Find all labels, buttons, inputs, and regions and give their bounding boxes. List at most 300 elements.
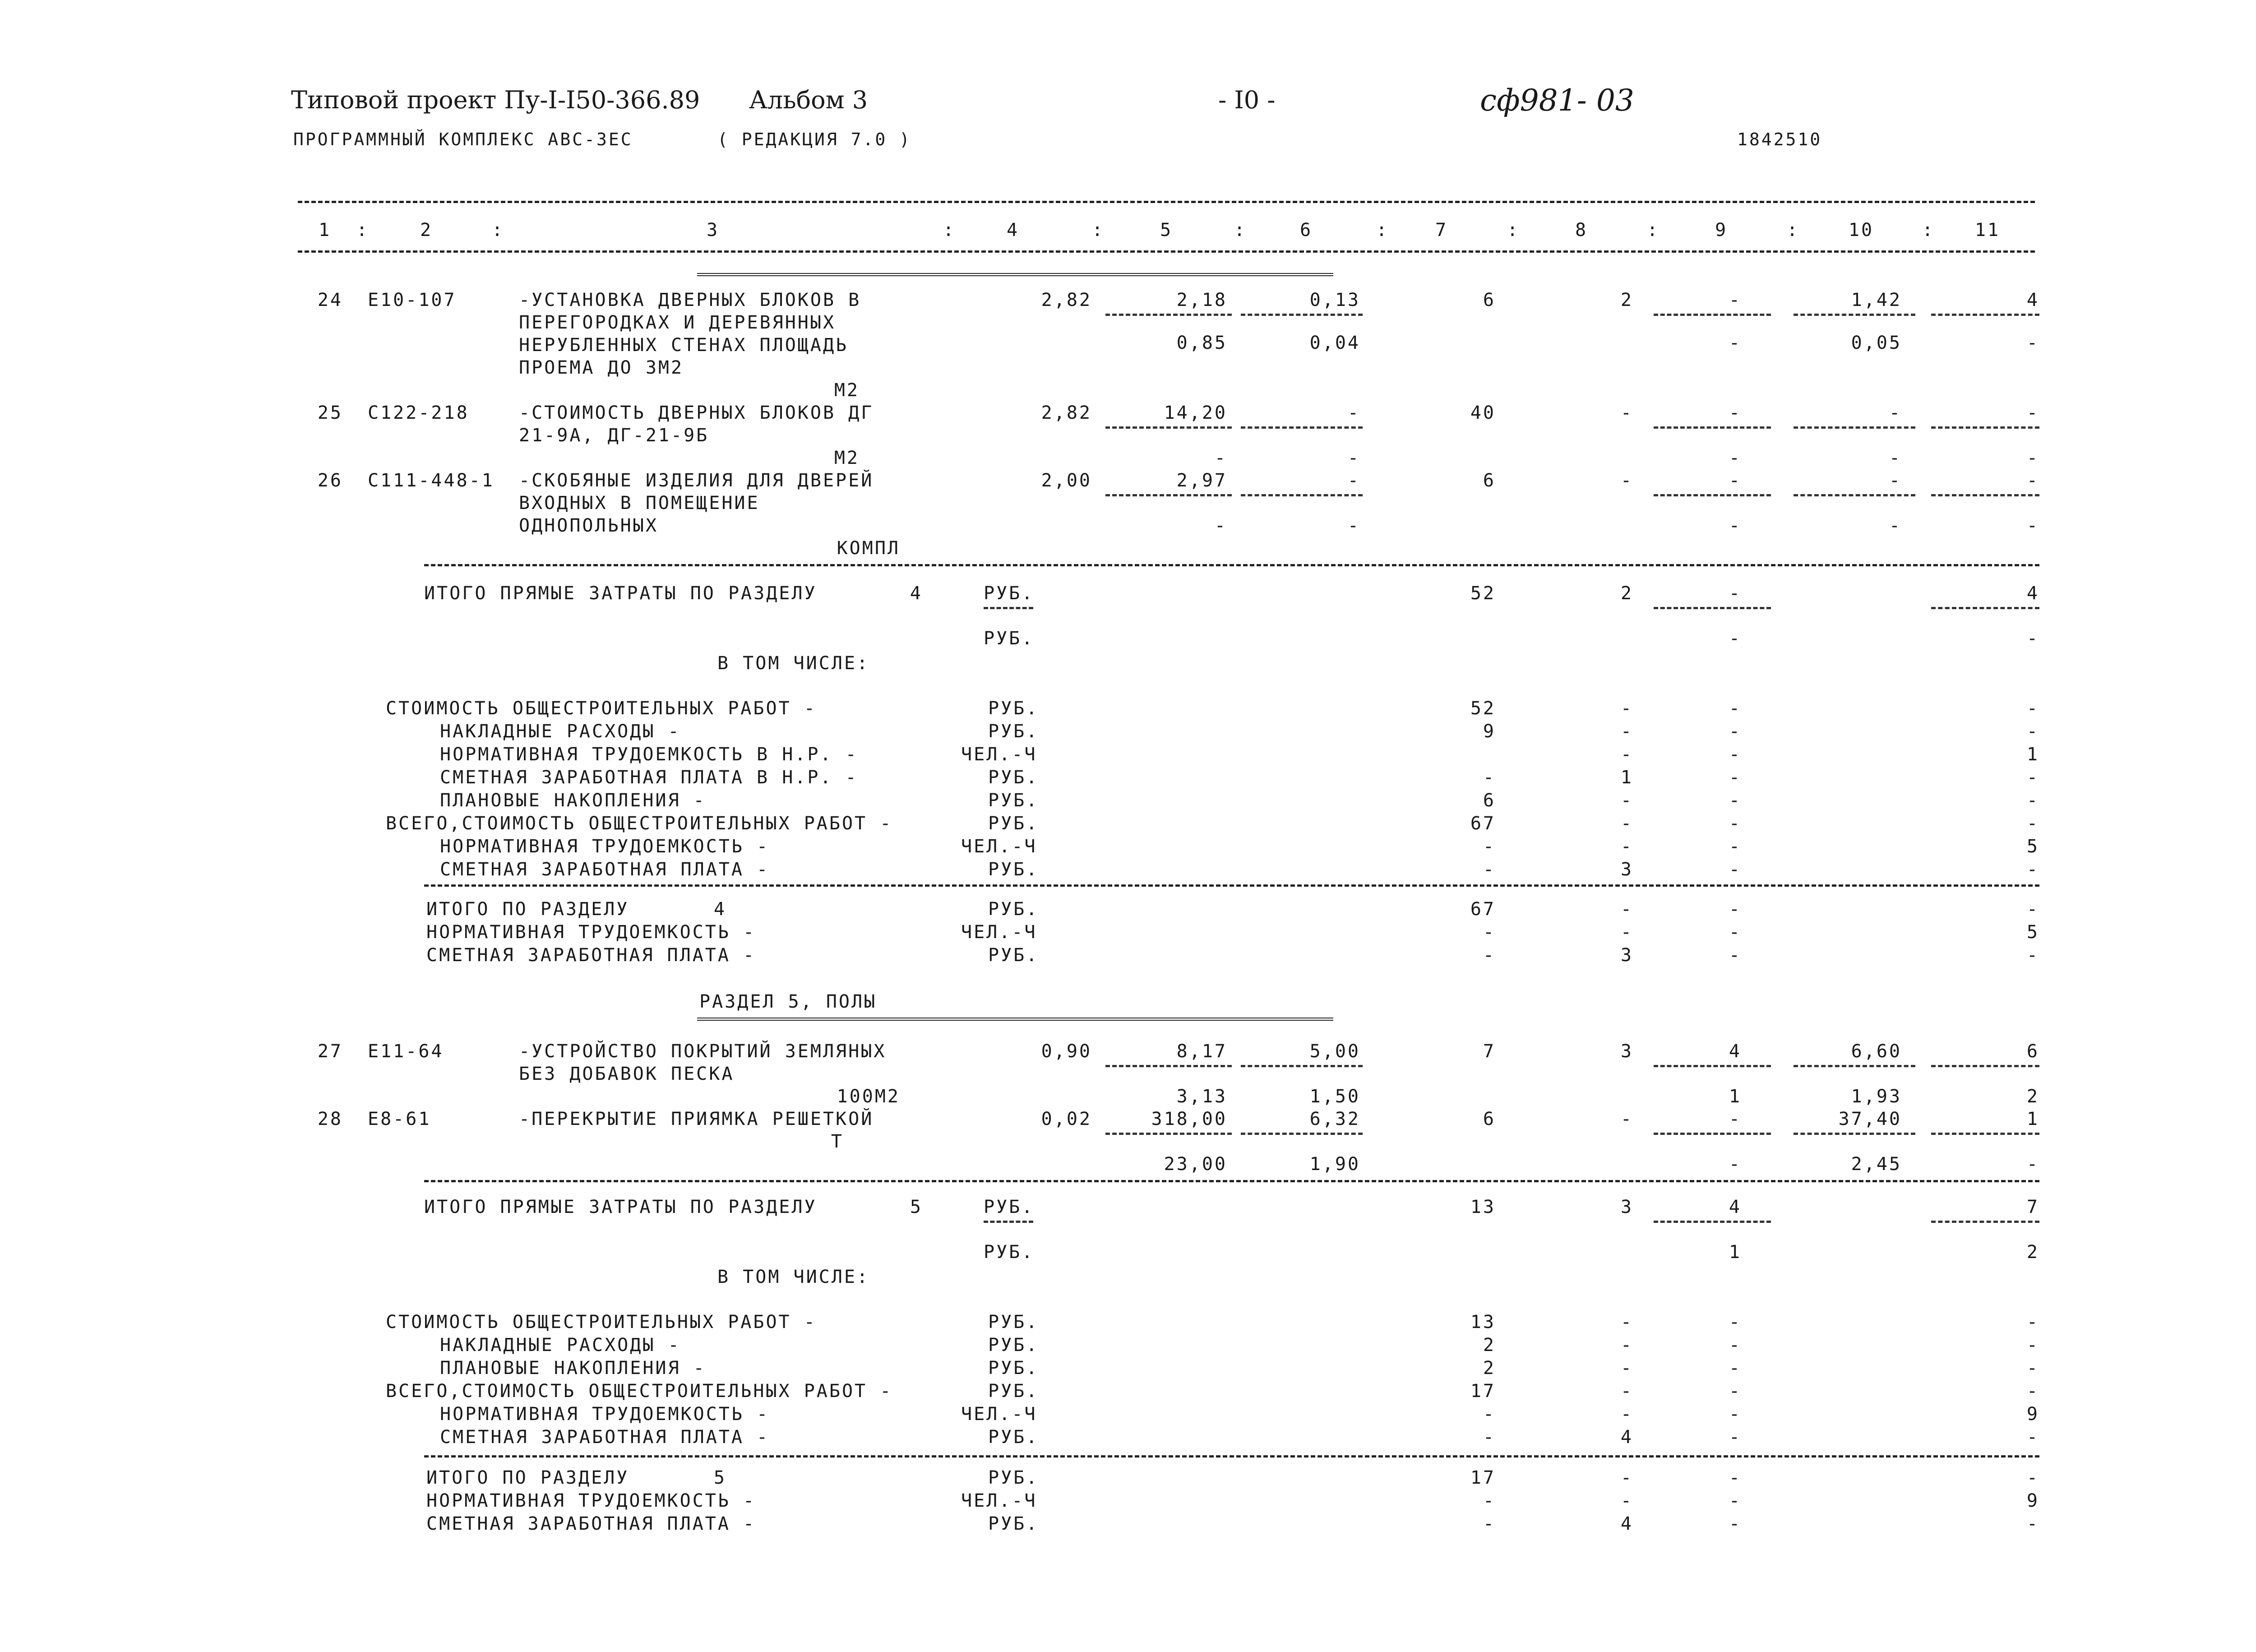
header-top-rule xyxy=(298,201,2035,203)
total-c9: - xyxy=(1729,899,1742,920)
item-name-line: ОДНОПОЛЬНЫХ xyxy=(519,515,658,536)
total-unit: РУБ. xyxy=(988,945,1039,966)
header-bottom-rule xyxy=(298,250,2035,253)
item-value-c6b: - xyxy=(1347,515,1360,536)
value-divider xyxy=(1105,494,1232,496)
total-unit: РУБ. xyxy=(988,1513,1039,1534)
item-value-c5b: 3,13 xyxy=(1176,1086,1227,1107)
column-separator: : xyxy=(943,220,956,241)
total-c9: - xyxy=(1729,1490,1742,1511)
album-label: Альбом 3 xyxy=(749,86,868,114)
page-number: - I0 - xyxy=(1218,86,1276,114)
total-label: ИТОГО ПО РАЗДЕЛУ xyxy=(426,899,629,920)
item-value-c7: 40 xyxy=(1470,403,1496,423)
item-value-c11: - xyxy=(2026,470,2039,491)
section-rule xyxy=(424,1455,2039,1458)
breakdown-unit: РУБ. xyxy=(988,767,1039,788)
direct-costs-unit-2: РУБ. xyxy=(984,1242,1035,1263)
item-value-c10b: - xyxy=(1889,515,1902,536)
item-name-line: -СТОИМОСТЬ ДВЕРНЫХ БЛОКОВ ДГ xyxy=(519,403,874,423)
column-separator: : xyxy=(1234,220,1247,241)
breakdown-label: НАКЛАДНЫЕ РАСХОДЫ - xyxy=(440,721,681,742)
value-divider xyxy=(1931,314,2039,316)
column-separator: : xyxy=(1092,220,1105,241)
total-c9: - xyxy=(1729,1467,1742,1488)
breakdown-c7: 6 xyxy=(1483,790,1496,811)
breakdown-c11: - xyxy=(2026,767,2039,788)
item-value-c9b: 1 xyxy=(1729,1086,1742,1107)
direct-costs-section-number: 4 xyxy=(910,583,923,604)
breakdown-unit: РУБ. xyxy=(988,1381,1039,1402)
item-name-line: 21-9А, ДГ-21-9Б xyxy=(519,425,709,446)
total-label: НОРМАТИВНАЯ ТРУДОЕМКОСТЬ - xyxy=(426,922,756,943)
item-value-c9b: - xyxy=(1729,333,1742,353)
item-value-c9b: - xyxy=(1729,515,1742,536)
item-value-c9: - xyxy=(1729,1109,1742,1129)
item-value-c6: 0,13 xyxy=(1309,290,1360,310)
item-value-c4: 0,90 xyxy=(1041,1041,1092,1062)
item-value-c8: 2 xyxy=(1620,290,1633,310)
value-divider xyxy=(1654,1221,1771,1223)
value-divider xyxy=(1931,494,2039,496)
breakdown-c7: 17 xyxy=(1470,1381,1496,1402)
column-number-8: 8 xyxy=(1575,220,1588,241)
value-divider xyxy=(1931,1065,2039,1067)
item-number: 25 xyxy=(317,403,343,423)
breakdown-c7: - xyxy=(1483,767,1496,788)
column-number-1: 1 xyxy=(318,220,332,241)
column-number-6: 6 xyxy=(1299,220,1313,241)
item-value-c11: - xyxy=(2026,403,2039,423)
total-c7: - xyxy=(1483,945,1496,966)
item-value-c11b: 2 xyxy=(2026,1086,2039,1107)
breakdown-c7: - xyxy=(1483,1404,1496,1425)
breakdown-c9: - xyxy=(1729,813,1742,834)
breakdown-c8: - xyxy=(1620,1335,1633,1356)
item-value-c6b: 1,90 xyxy=(1309,1154,1360,1175)
project-title: Типовой проект Пу-I-I50-366.89 xyxy=(291,86,700,114)
column-number-7: 7 xyxy=(1435,220,1448,241)
total-c11: 9 xyxy=(2026,1490,2039,1511)
breakdown-c9: - xyxy=(1729,790,1742,811)
breakdown-c11: - xyxy=(2026,790,2039,811)
item-value-c8: - xyxy=(1620,1109,1633,1129)
breakdown-label: СМЕТНАЯ ЗАРАБОТНАЯ ПЛАТА - xyxy=(440,859,770,880)
item-value-c5: 2,97 xyxy=(1176,470,1227,491)
breakdown-c9: - xyxy=(1729,859,1742,880)
value-divider xyxy=(1931,1133,2039,1135)
breakdown-c8: - xyxy=(1620,790,1633,811)
direct-costs-c11: 4 xyxy=(2026,583,2039,604)
item-value-c11b: - xyxy=(2026,333,2039,353)
item-value-c10b: 1,93 xyxy=(1851,1086,1902,1107)
item-name-line: -ПЕРЕКРЫТИЕ ПРИЯМКА РЕШЕТКОЙ xyxy=(519,1109,874,1129)
column-number-4: 4 xyxy=(1006,220,1020,241)
item-number: 26 xyxy=(317,470,343,491)
breakdown-c7: 9 xyxy=(1483,721,1496,742)
value-divider xyxy=(1931,607,2039,609)
item-value-c11b: - xyxy=(2026,515,2039,536)
direct-costs-unit: РУБ. xyxy=(984,583,1035,604)
value-divider xyxy=(1105,1133,1232,1135)
item-value-c11: 4 xyxy=(2026,290,2039,310)
item-name-line: ПЕРЕГОРОДКАХ И ДЕРЕВЯННЫХ xyxy=(519,312,836,333)
column-separator: : xyxy=(356,220,370,241)
document-number: 1842510 xyxy=(1737,130,1822,149)
value-divider xyxy=(1654,1133,1771,1135)
breakdown-c11: - xyxy=(2026,813,2039,834)
direct-costs-unit-2: РУБ. xyxy=(984,628,1035,649)
breakdown-c8: 1 xyxy=(1620,767,1633,788)
item-value-c5b: - xyxy=(1214,448,1227,468)
item-name-line: -УСТРОЙСТВО ПОКРЫТИЙ ЗЕМЛЯНЫХ xyxy=(519,1041,887,1062)
breakdown-c7: 67 xyxy=(1470,813,1496,834)
item-value-c4: 0,02 xyxy=(1041,1109,1092,1129)
total-c7: - xyxy=(1483,1513,1496,1534)
column-separator: : xyxy=(1787,220,1800,241)
total-c8: - xyxy=(1620,922,1633,943)
direct-costs-c8: 3 xyxy=(1620,1197,1633,1217)
item-value-c7: 7 xyxy=(1483,1041,1496,1062)
item-value-c4: 2,82 xyxy=(1041,403,1092,423)
column-separator: : xyxy=(1647,220,1660,241)
item-value-c6: 6,32 xyxy=(1309,1109,1360,1129)
item-unit: 100М2 xyxy=(837,1086,900,1107)
value-divider xyxy=(1654,314,1771,316)
breakdown-c8: 3 xyxy=(1620,859,1633,880)
document-code: сф981- 03 xyxy=(1480,83,1634,118)
breakdown-label: СМЕТНАЯ ЗАРАБОТНАЯ ПЛАТА В Н.Р. - xyxy=(440,767,858,788)
breakdown-c7: 2 xyxy=(1483,1335,1496,1356)
breakdown-unit: ЧЕЛ.-Ч xyxy=(961,1404,1037,1425)
column-number-11: 11 xyxy=(1974,220,2001,241)
direct-costs-c11: 7 xyxy=(2026,1197,2039,1217)
direct-costs-c9b: - xyxy=(1729,628,1742,649)
item-value-c6b: 1,50 xyxy=(1309,1086,1360,1107)
section-title: РАЗДЕЛ 5, ПОЛЫ xyxy=(699,991,877,1012)
breakdown-c8: - xyxy=(1620,813,1633,834)
direct-costs-c11b: 2 xyxy=(2026,1242,2039,1263)
total-c11: - xyxy=(2026,945,2039,966)
breakdown-c11: - xyxy=(2026,1312,2039,1333)
item-value-c10: 1,42 xyxy=(1851,290,1902,310)
breakdown-unit: РУБ. xyxy=(988,1335,1039,1356)
breakdown-c11: - xyxy=(2026,721,2039,742)
value-divider xyxy=(1794,426,1915,429)
breakdown-c7: 2 xyxy=(1483,1358,1496,1379)
breakdown-c9: - xyxy=(1729,836,1742,857)
item-name-line: НЕРУБЛЕННЫХ СТЕНАХ ПЛОЩАДЬ xyxy=(519,335,849,356)
direct-costs-c9b: 1 xyxy=(1729,1242,1742,1263)
item-value-c10: 6,60 xyxy=(1851,1041,1902,1062)
total-c11: 5 xyxy=(2026,922,2039,943)
total-c7: - xyxy=(1483,922,1496,943)
item-value-c5b: 0,85 xyxy=(1176,333,1227,353)
breakdown-c8: - xyxy=(1620,1312,1633,1333)
total-section-number: 5 xyxy=(713,1467,726,1488)
item-value-c9: - xyxy=(1729,290,1742,310)
including-heading: В ТОМ ЧИСЛЕ: xyxy=(717,653,869,674)
item-value-c10: - xyxy=(1889,403,1902,423)
value-divider xyxy=(1794,494,1915,496)
total-label: НОРМАТИВНАЯ ТРУДОЕМКОСТЬ - xyxy=(426,1490,756,1511)
item-value-c9b: - xyxy=(1729,448,1742,468)
item-name-line: ПРОЕМА ДО 3М2 xyxy=(519,357,684,378)
direct-costs-c7: 52 xyxy=(1470,583,1496,604)
breakdown-c11: - xyxy=(2026,1335,2039,1356)
breakdown-c8: 4 xyxy=(1620,1427,1633,1448)
item-value-c7: 6 xyxy=(1483,1109,1496,1129)
breakdown-unit: РУБ. xyxy=(988,721,1039,742)
total-c8: 4 xyxy=(1620,1513,1633,1534)
item-value-c11: 1 xyxy=(2026,1109,2039,1129)
item-unit: КОМПЛ xyxy=(837,538,900,559)
total-c7: 67 xyxy=(1470,899,1496,920)
item-value-c10: 37,40 xyxy=(1838,1109,1902,1129)
column-number-10: 10 xyxy=(1848,220,1874,241)
breakdown-unit: РУБ. xyxy=(988,790,1039,811)
item-unit: М2 xyxy=(834,380,860,401)
breakdown-c8: - xyxy=(1620,721,1633,742)
value-divider xyxy=(1654,494,1771,496)
item-value-c8: 3 xyxy=(1620,1041,1633,1062)
total-c11: - xyxy=(2026,1513,2039,1534)
item-value-c9: - xyxy=(1729,403,1742,423)
breakdown-c11: 1 xyxy=(2026,744,2039,765)
breakdown-c9: - xyxy=(1729,1381,1742,1402)
breakdown-c9: - xyxy=(1729,1404,1742,1425)
column-number-5: 5 xyxy=(1160,220,1173,241)
value-divider xyxy=(1654,607,1771,609)
value-divider xyxy=(1241,1133,1363,1135)
total-c7: 17 xyxy=(1470,1467,1496,1488)
unit-divider xyxy=(984,1221,1033,1223)
breakdown-c7: 52 xyxy=(1470,698,1496,719)
breakdown-label: СТОИМОСТЬ ОБЩЕСТРОИТЕЛЬНЫХ РАБОТ - xyxy=(386,698,817,719)
direct-costs-c9: 4 xyxy=(1729,1197,1742,1217)
item-unit: Т xyxy=(831,1131,844,1152)
item-code: С111-448-1 xyxy=(368,470,495,491)
breakdown-c9: - xyxy=(1729,1312,1742,1333)
item-code: С122-218 xyxy=(368,403,469,423)
column-number-9: 9 xyxy=(1715,220,1728,241)
item-value-c6: - xyxy=(1347,470,1360,491)
item-value-c5b: 23,00 xyxy=(1164,1154,1227,1175)
breakdown-label: НАКЛАДНЫЕ РАСХОДЫ - xyxy=(440,1335,681,1356)
column-separator: : xyxy=(492,220,505,241)
total-unit: ЧЕЛ.-Ч xyxy=(961,922,1037,943)
edition-label: ( РЕДАКЦИЯ 7.0 ) xyxy=(717,130,912,149)
item-value-c4: 2,82 xyxy=(1041,290,1092,310)
value-divider xyxy=(1105,426,1232,429)
total-c11: - xyxy=(2026,899,2039,920)
item-name-line: -СКОБЯНЫЕ ИЗДЕЛИЯ ДЛЯ ДВЕРЕЙ xyxy=(519,470,874,491)
total-label: ИТОГО ПО РАЗДЕЛУ xyxy=(426,1467,629,1488)
section-rule xyxy=(424,564,2039,566)
breakdown-c11: - xyxy=(2026,1381,2039,1402)
breakdown-label: ПЛАНОВЫЕ НАКОПЛЕНИЯ - xyxy=(440,790,706,811)
item-name-line: БЕЗ ДОБАВОК ПЕСКА xyxy=(519,1064,735,1084)
total-c9: - xyxy=(1729,945,1742,966)
total-unit: РУБ. xyxy=(988,899,1039,920)
total-section-number: 4 xyxy=(713,899,726,920)
breakdown-label: НОРМАТИВНАЯ ТРУДОЕМКОСТЬ В Н.Р. - xyxy=(440,744,858,765)
breakdown-c8: - xyxy=(1620,1404,1633,1425)
total-unit: ЧЕЛ.-Ч xyxy=(961,1490,1037,1511)
item-value-c4: 2,00 xyxy=(1041,470,1092,491)
breakdown-unit: РУБ. xyxy=(988,698,1039,719)
value-divider xyxy=(1931,1221,2039,1223)
item-value-c11: 6 xyxy=(2026,1041,2039,1062)
item-value-c10b: - xyxy=(1889,448,1902,468)
breakdown-c9: - xyxy=(1729,744,1742,765)
direct-costs-c11b: - xyxy=(2026,628,2039,649)
item-value-c7: 6 xyxy=(1483,290,1496,310)
value-divider xyxy=(1654,1065,1771,1067)
breakdown-label: НОРМАТИВНАЯ ТРУДОЕМКОСТЬ - xyxy=(440,1404,770,1425)
item-value-c8: - xyxy=(1620,403,1633,423)
breakdown-c11: - xyxy=(2026,1427,2039,1448)
unit-divider xyxy=(984,607,1033,609)
breakdown-unit: РУБ. xyxy=(988,859,1039,880)
item-value-c10b: 2,45 xyxy=(1851,1154,1902,1175)
total-c8: - xyxy=(1620,1467,1633,1488)
breakdown-c11: - xyxy=(2026,859,2039,880)
direct-costs-c9: - xyxy=(1729,583,1742,604)
breakdown-c7: - xyxy=(1483,1427,1496,1448)
total-c8: - xyxy=(1620,1490,1633,1511)
breakdown-c7: - xyxy=(1483,859,1496,880)
breakdown-c9: - xyxy=(1729,721,1742,742)
item-value-c6: 5,00 xyxy=(1309,1041,1360,1062)
item-value-c9b: - xyxy=(1729,1154,1742,1175)
column-separator: : xyxy=(1507,220,1520,241)
items-rule xyxy=(697,273,1333,276)
column-number-3: 3 xyxy=(706,220,720,241)
item-value-c8: - xyxy=(1620,470,1633,491)
value-divider xyxy=(1241,314,1363,316)
breakdown-c8: - xyxy=(1620,744,1633,765)
item-code: Е11-64 xyxy=(368,1041,444,1062)
value-divider xyxy=(1794,1065,1915,1067)
breakdown-c9: - xyxy=(1729,767,1742,788)
item-value-c5b: - xyxy=(1214,515,1227,536)
breakdown-c11: - xyxy=(2026,1358,2039,1379)
software-label: ПРОГРАММНЫЙ КОМПЛЕКС АВС-ЗЕС xyxy=(293,130,633,149)
breakdown-c9: - xyxy=(1729,1335,1742,1356)
value-divider xyxy=(1241,494,1363,496)
total-unit: РУБ. xyxy=(988,1467,1039,1488)
breakdown-label: СТОИМОСТЬ ОБЩЕСТРОИТЕЛЬНЫХ РАБОТ - xyxy=(386,1312,817,1333)
breakdown-unit: РУБ. xyxy=(988,1427,1039,1448)
breakdown-c9: - xyxy=(1729,1358,1742,1379)
value-divider xyxy=(1794,1133,1915,1135)
total-c9: - xyxy=(1729,922,1742,943)
breakdown-unit: ЧЕЛ.-Ч xyxy=(961,836,1037,857)
item-value-c5: 318,00 xyxy=(1151,1109,1227,1129)
breakdown-c11: 9 xyxy=(2026,1404,2039,1425)
breakdown-c9: - xyxy=(1729,1427,1742,1448)
value-divider xyxy=(1931,426,2039,429)
including-heading: В ТОМ ЧИСЛЕ: xyxy=(717,1267,869,1287)
item-value-c5: 8,17 xyxy=(1176,1041,1227,1062)
item-value-c10b: 0,05 xyxy=(1851,333,1902,353)
column-number-2: 2 xyxy=(420,220,433,241)
item-value-c11b: - xyxy=(2026,448,2039,468)
items-rule xyxy=(697,1018,1333,1021)
breakdown-c11: - xyxy=(2026,698,2039,719)
total-label: СМЕТНАЯ ЗАРАБОТНАЯ ПЛАТА - xyxy=(426,945,756,966)
item-number: 27 xyxy=(317,1041,343,1062)
direct-costs-label: ИТОГО ПРЯМЫЕ ЗАТРАТЫ ПО РАЗДЕЛУ xyxy=(424,1197,817,1217)
value-divider xyxy=(1241,426,1363,429)
item-value-c9: - xyxy=(1729,470,1742,491)
breakdown-c11: 5 xyxy=(2026,836,2039,857)
breakdown-label: СМЕТНАЯ ЗАРАБОТНАЯ ПЛАТА - xyxy=(440,1427,770,1448)
item-code: Е8-61 xyxy=(368,1109,431,1129)
value-divider xyxy=(1794,314,1915,316)
item-code: Е10-107 xyxy=(368,290,457,310)
breakdown-label: ПЛАНОВЫЕ НАКОПЛЕНИЯ - xyxy=(440,1358,706,1379)
item-value-c5: 2,18 xyxy=(1176,290,1227,310)
total-c8: - xyxy=(1620,899,1633,920)
item-value-c6: - xyxy=(1347,403,1360,423)
item-value-c9: 4 xyxy=(1729,1041,1742,1062)
item-unit: М2 xyxy=(834,448,860,468)
item-value-c10: - xyxy=(1889,470,1902,491)
value-divider xyxy=(1241,1065,1363,1067)
direct-costs-unit: РУБ. xyxy=(984,1197,1035,1217)
breakdown-c9: - xyxy=(1729,698,1742,719)
breakdown-label: ВСЕГО,СТОИМОСТЬ ОБЩЕСТРОИТЕЛЬНЫХ РАБОТ - xyxy=(386,813,893,834)
item-number: 24 xyxy=(317,290,343,310)
item-name-line: -УСТАНОВКА ДВЕРНЫХ БЛОКОВ В xyxy=(519,290,861,310)
item-name-line: ВХОДНЫХ В ПОМЕЩЕНИЕ xyxy=(519,493,760,514)
breakdown-unit: РУБ. xyxy=(988,1312,1039,1333)
breakdown-c8: - xyxy=(1620,836,1633,857)
item-value-c5: 14,20 xyxy=(1164,403,1227,423)
value-divider xyxy=(1105,314,1232,316)
breakdown-c8: - xyxy=(1620,1358,1633,1379)
breakdown-unit: РУБ. xyxy=(988,813,1039,834)
item-number: 28 xyxy=(317,1109,343,1129)
section-rule xyxy=(424,1180,2039,1182)
direct-costs-c7: 13 xyxy=(1470,1197,1496,1217)
breakdown-c8: - xyxy=(1620,1381,1633,1402)
item-value-c7: 6 xyxy=(1483,470,1496,491)
value-divider xyxy=(1654,426,1771,429)
item-value-c6b: 0,04 xyxy=(1309,333,1360,353)
item-value-c11b: - xyxy=(2026,1154,2039,1175)
breakdown-c7: 13 xyxy=(1470,1312,1496,1333)
total-c8: 3 xyxy=(1620,945,1633,966)
item-value-c6b: - xyxy=(1347,448,1360,468)
value-divider xyxy=(1105,1065,1232,1067)
total-c11: - xyxy=(2026,1467,2039,1488)
total-label: СМЕТНАЯ ЗАРАБОТНАЯ ПЛАТА - xyxy=(426,1513,756,1534)
total-c9: - xyxy=(1729,1513,1742,1534)
column-separator: : xyxy=(1376,220,1389,241)
breakdown-c8: - xyxy=(1620,698,1633,719)
direct-costs-section-number: 5 xyxy=(910,1197,923,1217)
breakdown-unit: ЧЕЛ.-Ч xyxy=(961,744,1037,765)
breakdown-unit: РУБ. xyxy=(988,1358,1039,1379)
section-rule xyxy=(424,884,2039,887)
breakdown-label: ВСЕГО,СТОИМОСТЬ ОБЩЕСТРОИТЕЛЬНЫХ РАБОТ - xyxy=(386,1381,893,1402)
direct-costs-c8: 2 xyxy=(1620,583,1633,604)
breakdown-label: НОРМАТИВНАЯ ТРУДОЕМКОСТЬ - xyxy=(440,836,770,857)
breakdown-c7: - xyxy=(1483,836,1496,857)
